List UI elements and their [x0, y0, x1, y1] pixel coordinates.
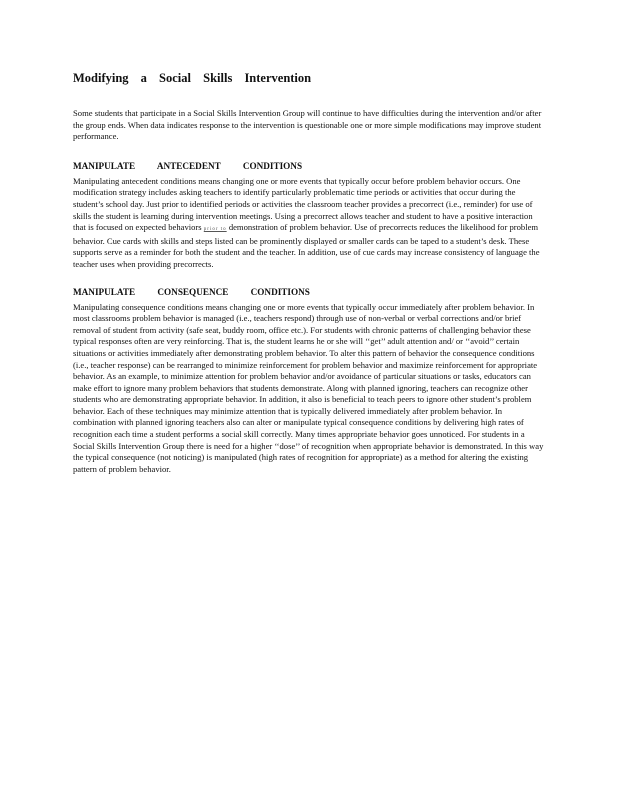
section-body-antecedent: [73, 176, 545, 271]
spacer: [73, 143, 545, 160]
intro-paragraph: Some students that participate in a Social Skills Intervention Group will continue to have difficulties during the intervention and/or after the group ends. When data indicates response to the intervention is questionable one or more simple modifications may improve student performance.: [73, 108, 542, 142]
spacer: [73, 271, 545, 286]
document-title: Modifying a Social Skills Intervention: [73, 71, 312, 85]
section-body-consequence: Manipulating consequence conditions means changing one or more events that typically occur immediately after problem behavior. In most classrooms problem behavior is managed (i.e., teachers respond) through use of non-verbal or verbal corrections and/or brief removal of student from activity (safe seat, buddy room, office etc.). For students with chronic patterns of challenging behavior these typical responses often are very reinforcing. That is, the student learns he or she will ‘‘get’’ adult attention and/ or ‘‘avoid’’ certain situations or activities immediately after demonstrating problem behavior. To alter this pattern of behavior the consequence conditions (i.e., teacher response) can be rearranged to minimize reinforcement for problem behavior and maximize reinforcement for appropriate behavior. As an example, to minimize attention for problem behavior and/or avoidance of particular situations or tasks, educators can make effort to ignore many problem behaviors that students demonstrate. Along with planned ignoring, teachers can recognize other students who are demonstrating appropriate behavior. In addition, it also is beneficial to teach peers to ignore other student’s problem behavior. Each of these techniques may minimize attention that is typically delivered immediately after problem behavior. In combination with planned ignoring teachers also can alter or manipulate typical consequence conditions by delivering high rates of recognition each time a student performs a social skill correctly. Many times appropriate behavior goes unnoticed. For students in a Social Skills Intervention Group there is need for a higher ‘‘dose’’ of recognition when appropriate behavior is demonstrated. In this way the typical consequence (not noticing) is manipulated (high rates of recognition for appropriate) as a method for altering the existing pattern of problem behavior.: [73, 301, 544, 474]
inline-note: prior to: [203, 227, 227, 233]
antecedent-body-part-a: Manipulating antecedent conditions means changing one or more events that typically occur before problem behavior occurs. One modification strategy includes asking teachers to identify particularly problematic time periods or activities that occur during the student’s school day. Just prior to identified periods or activities the classroom teacher provides a precorrect (i.e., reminder) for use of skills the student is learning during intervention meetings. Using a precorrect allows teacher and student to have a positive interaction that is focused on expected behaviors: [73, 175, 533, 233]
antecedent-body-part-b: demonstration of problem behavior. Use of precorrects reduces the likelihood for problem behavior. Cue cards with skills and steps listed can be prominently displayed or smaller cards can be taped to a student’s desk. These supports serve as a reminder for both the student and the teacher. In addition, use of cue cards may increase consistency of language the teacher uses when providing precorrects.: [73, 222, 540, 269]
section-heading-consequence: MANIPULATE CONSEQUENCE CONDITIONS: [73, 286, 310, 297]
document-page: [73, 68, 545, 475]
section-heading-antecedent: MANIPULATE ANTECEDENT CONDITIONS: [73, 160, 303, 171]
